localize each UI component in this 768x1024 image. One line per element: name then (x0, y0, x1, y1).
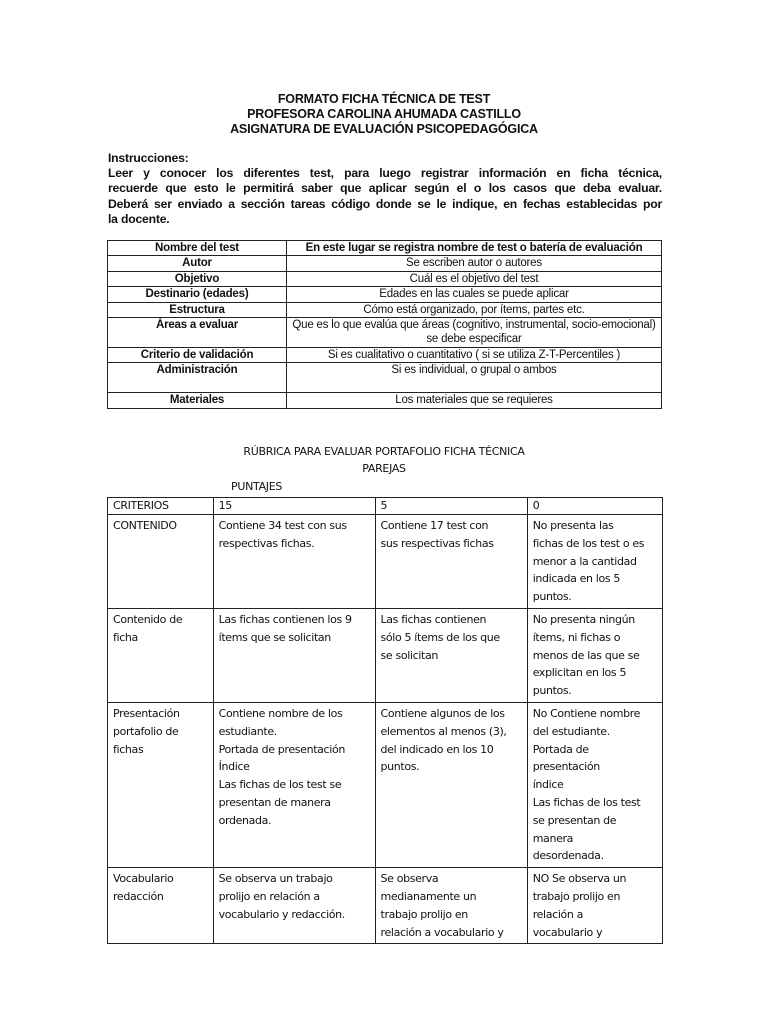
ficha-tecnica-table (107, 240, 662, 409)
rubric-cell-15: Contiene nombre de los estudiante. Portada de presentación Índice Las fichas de los test se presentan de manera ordenada. (213, 702, 375, 867)
rubric-row (108, 608, 663, 702)
rubric-cell-5: Contiene algunos de los elementos al menos (3), del indicado en los 10 puntos. (375, 702, 527, 867)
rubric-cell-0: No presenta las fichas de los test o es menor a la cantidad indicada en los 5 puntos. (527, 515, 662, 609)
ficha-value: Se escriben autor o autores (287, 256, 662, 271)
ficha-row (108, 271, 662, 286)
ficha-value: Edades en las cuales se puede aplicar (287, 287, 662, 302)
rubric-cell-5: Contiene 17 test con sus respectivas fichas (375, 515, 527, 609)
rubric-cell-0: No presenta ningún ítems, ni fichas o menos de las que se explicitan en los 5 puntos. (527, 608, 662, 702)
ficha-value: Si es individual, o grupal o ambos (287, 363, 662, 393)
rubric-cell-5: Se observa medianamente un trabajo prolijo en relación a vocabulario y (375, 868, 527, 944)
rubric-criterio: Contenido de ficha (108, 608, 214, 702)
ficha-key: Administración (108, 363, 287, 393)
rubric-criterio: CONTENIDO (108, 515, 214, 609)
ficha-row (108, 347, 662, 362)
rubric-cell-5: Las fichas contienen sólo 5 ítems de los que se solicitan (375, 608, 527, 702)
ficha-key: Destinario (edades) (108, 287, 287, 302)
rubric-cell-15: Se observa un trabajo prolijo en relación a vocabulario y redacción. (213, 868, 375, 944)
rubric-cell-15: Contiene 34 test con sus respectivas fichas. (213, 515, 375, 609)
rubric-header-row (108, 498, 663, 515)
rubric-criterio: Presentación portafolio de fichas (108, 702, 214, 867)
rubric-title: RÚBRICA PARA EVALUAR PORTAFOLIO FICHA TÉCNICA (243, 445, 525, 458)
rubric-subtitle: PAREJAS (362, 462, 406, 475)
ficha-key: Áreas a evaluar (108, 318, 287, 348)
ficha-row (108, 287, 662, 302)
rubric-criterio: Vocabulario redacción (108, 868, 214, 944)
rubric-row (108, 702, 663, 867)
rubric-header-cell: 0 (527, 498, 662, 515)
document-header (106, 92, 662, 137)
rubric-cell-15: Las fichas contienen los 9 ítems que se solicitan (213, 608, 375, 702)
puntajes-label: PUNTAJES (231, 480, 283, 493)
header-teacher: PROFESORA CAROLINA AHUMADA CASTILLO (247, 107, 521, 121)
ficha-row (108, 241, 662, 256)
ficha-key: Nombre del test (108, 241, 287, 256)
ficha-key: Estructura (108, 302, 287, 317)
ficha-value: Cómo está organizado, por ítems, partes etc. (287, 302, 662, 317)
rubric-cell-0: NO Se observa un trabajo prolijo en relación a vocabulario y (527, 868, 662, 944)
header-title: FORMATO FICHA TÉCNICA DE TEST (277, 92, 491, 106)
ficha-row (108, 302, 662, 317)
instructions-line-4: la docente. (108, 211, 170, 226)
instructions-label: Instrucciones: (108, 151, 189, 165)
ficha-key: Materiales (108, 393, 287, 408)
rubric-row (108, 868, 663, 944)
instructions-line-3: Deberá ser enviado a sección tareas código donde se le indique, en fechas establecidas por (108, 196, 662, 211)
ficha-value: En este lugar se registra nombre de test o batería de evaluación (287, 241, 662, 256)
ficha-key: Criterio de validación (108, 347, 287, 362)
rubric-cell-0: No Contiene nombre del estudiante. Portada de presentación índice Las fichas de los test se presentan de manera desordenada. (527, 702, 662, 867)
ficha-row (108, 256, 662, 271)
rubric-header-cell: CRITERIOS (108, 498, 214, 515)
rubric-row (108, 515, 663, 609)
ficha-key: Objetivo (108, 271, 287, 286)
ficha-value: Que es lo que evalúa que áreas (cognitivo, instrumental, socio-emocional) se debe especificar (287, 318, 662, 348)
ficha-value: Cuál es el objetivo del test (287, 271, 662, 286)
rubric-header-cell: 5 (375, 498, 527, 515)
ficha-key: Autor (108, 256, 287, 271)
instructions-line-2: recuerde que esto le permitirá saber que aplicar según el o los casos que deba evaluar. (108, 181, 662, 196)
ficha-value: Los materiales que se requieres (287, 393, 662, 408)
instructions (108, 151, 662, 227)
ficha-row (108, 363, 662, 393)
ficha-row (108, 318, 662, 348)
instructions-line-1: Leer y conocer los diferentes test, para luego registrar información en ficha técnica, (108, 166, 662, 181)
rubric-table (107, 497, 663, 944)
ficha-row (108, 393, 662, 408)
header-subject: ASIGNATURA DE EVALUACIÓN PSICOPEDAGÓGICA (230, 122, 538, 136)
ficha-value: Si es cualitativo o cuantitativo ( si se utiliza Z-T-Percentiles ) (287, 347, 662, 362)
rubric-header-cell: 15 (213, 498, 375, 515)
